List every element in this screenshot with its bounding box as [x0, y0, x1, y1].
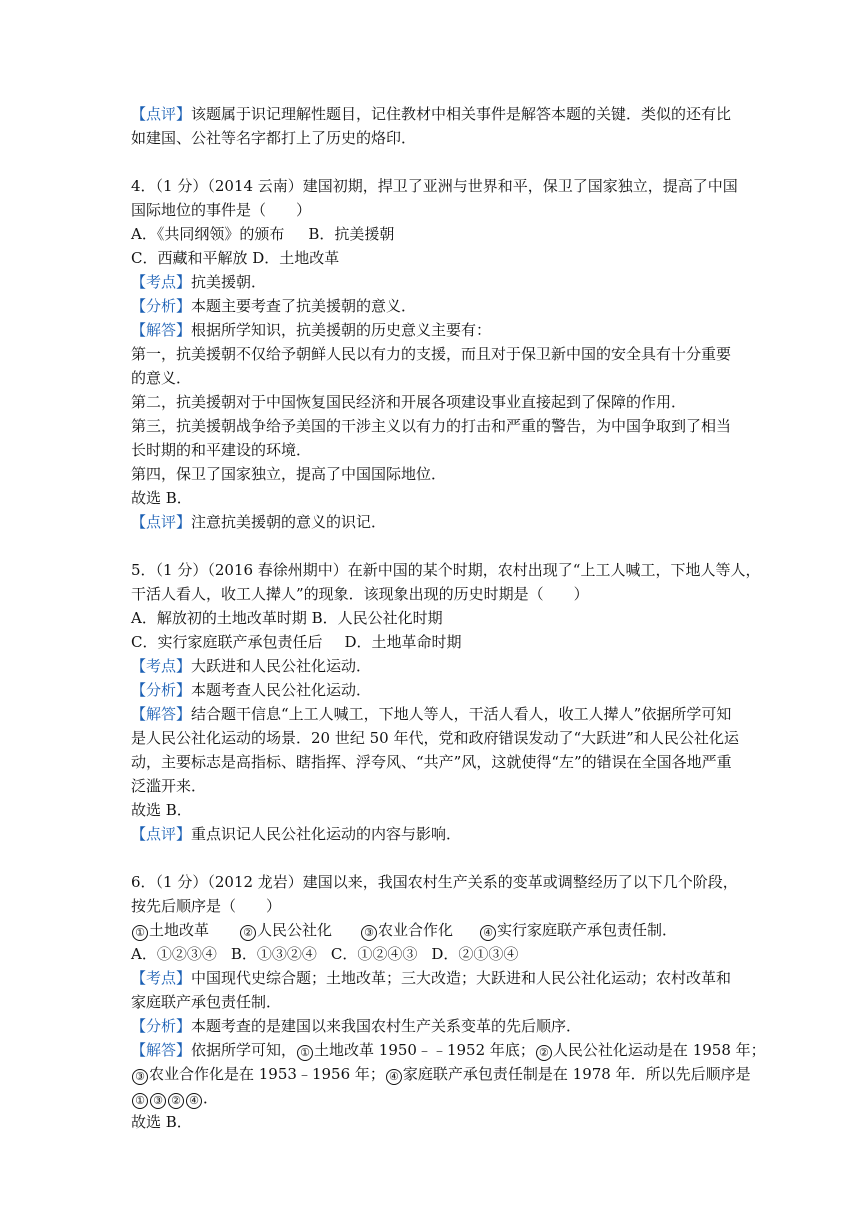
- q5-option-c: C．实行家庭联产承包责任后: [131, 633, 323, 651]
- circled-number-4: ④: [186, 1093, 202, 1109]
- q5-options-ab: A．解放初的土地改革时期 B．人民公社化时期: [131, 609, 443, 627]
- tag-dianping: 【点评】: [131, 105, 192, 123]
- circled-number-2: ②: [168, 1093, 184, 1109]
- circled-number-2: ②: [536, 1045, 552, 1061]
- q4-kaodian: [131, 270, 731, 294]
- circled-number-1: ①: [132, 1093, 148, 1109]
- q5-jieda-4: 泛滥开来．: [131, 777, 207, 795]
- q6-items: [131, 918, 731, 942]
- q5-dianping-text: 重点识记人民公社化运动的内容与影响．: [191, 825, 462, 843]
- q6-jieda-3: [131, 1086, 731, 1110]
- circled-number-3: ③: [361, 925, 377, 941]
- q4-dianping-text: 注意抗美援朝的意义的识记．: [191, 513, 387, 531]
- q6-jieda-1b: 土地改革 1950﹣﹣1952 年底；: [314, 1041, 535, 1059]
- tag-jieda: 【解答】: [131, 321, 192, 339]
- circled-number-4: ④: [480, 925, 496, 941]
- q6-option-c: C．①②④③: [330, 945, 418, 963]
- q4-fenxi: [131, 294, 731, 318]
- tag-kaodian: 【考点】: [131, 273, 192, 291]
- q6-fenxi-text: 本题考查的是建国以来我国农村生产关系变革的先后顺序．: [191, 1017, 582, 1035]
- q6-item-4: 实行家庭联产承包责任制．: [497, 921, 678, 939]
- q6-item-3: 农业合作化: [378, 921, 454, 939]
- document-content: [131, 102, 766, 1134]
- q6-fenxi: [131, 1014, 731, 1038]
- q5-kaodian-text: 大跃进和人民公社化运动．: [191, 657, 372, 675]
- q6-jieda-2: [131, 1062, 751, 1086]
- q6-jieda-2b: 家庭联产承包责任制是在 1978 年．所以先后顺序是: [402, 1065, 751, 1083]
- q4-stem-line-1: 4．（1 分）（2014 云南）建国初期，捍卫了亚洲与世界和平，保卫了国家独立，提高了中国: [131, 177, 738, 195]
- q6-stem-line-1: 6．（1 分）（2012 龙岩）建国以来，我国农村生产关系的变革或调整经历了以下几个阶段，: [131, 873, 738, 891]
- tag-fenxi: 【分析】: [131, 1017, 192, 1035]
- q4-point-3a: 第三，抗美援朝战争给予美国的干涉主义以有力的打击和严重的警告，为中国争取到了相当: [131, 417, 732, 435]
- q6-kaodian-2: 家庭联产承包责任制．: [131, 993, 282, 1011]
- q6-option-d: D．②①③④: [431, 945, 519, 963]
- circled-number-1: ①: [297, 1045, 313, 1061]
- q4-kaodian-text: 抗美援朝．: [191, 273, 267, 291]
- q4-options-ab: [131, 222, 731, 246]
- q5-fenxi: [131, 678, 731, 702]
- circled-number-3: ③: [132, 1069, 148, 1085]
- q5-jieda-text: 结合题干信息“上工人喊工，下地人等人，干活人看人，收工人撵人”依据所学可知: [191, 705, 732, 723]
- tag-jieda: 【解答】: [131, 1041, 192, 1059]
- circled-number-4: ④: [386, 1069, 402, 1085]
- q5-answer: 故选 B．: [131, 801, 192, 819]
- q6-jieda-2a: 农业合作化是在 1953﹣1956 年；: [149, 1065, 385, 1083]
- q5-kaodian: [131, 654, 731, 678]
- q6-item-2: 人民公社化: [257, 921, 333, 939]
- tag-kaodian: 【考点】: [131, 657, 192, 675]
- q4-option-b: B．抗美援朝: [308, 225, 395, 243]
- tag-dianping: 【点评】: [131, 825, 192, 843]
- tag-fenxi: 【分析】: [131, 297, 192, 315]
- q6-option-b: B．①③②④: [230, 945, 317, 963]
- q5-option-d: D．土地革命时期: [344, 633, 462, 651]
- q6-options: [131, 942, 731, 966]
- q4-point-2: 第二，抗美援朝对于中国恢复国民经济和开展各项建设事业直接起到了保障的作用．: [131, 393, 687, 411]
- tag-fenxi: 【分析】: [131, 681, 192, 699]
- q4-fenxi-text: 本题主要考查了抗美援朝的意义．: [191, 297, 417, 315]
- tag-jieda: 【解答】: [131, 705, 192, 723]
- circled-number-3: ③: [150, 1093, 166, 1109]
- q3-comment-line-1: [131, 102, 731, 126]
- q4-point-4: 第四，保卫了国家独立，提高了中国国际地位．: [131, 465, 447, 483]
- q4-jieda: [131, 318, 731, 342]
- q6-answer: 故选 B．: [131, 1113, 192, 1131]
- q6-kaodian-text: 中国现代史综合题；土地改革；三大改造；大跃进和人民公社化运动；农村改革和: [191, 969, 732, 987]
- q5-fenxi-text: 本题考查人民公社化运动．: [191, 681, 372, 699]
- q4-option-a: A．《共同纲领》的颁布: [131, 225, 285, 243]
- q6-jieda-1: [131, 1038, 766, 1062]
- q6-option-a: A．①②③④: [131, 945, 217, 963]
- q6-jieda-3-end: ．: [203, 1089, 219, 1107]
- q4-point-1b: 的意义．: [131, 369, 192, 387]
- q6-jieda-1a: 依据所学可知，: [191, 1041, 297, 1059]
- q5-stem-line-1: 5．（1 分）（2016 春徐州期中）在新中国的某个时期，农村出现了“上工人喊工，下地人等人，: [131, 561, 761, 579]
- tag-kaodian: 【考点】: [131, 969, 192, 987]
- q4-dianping: [131, 510, 731, 534]
- q3-comment-text: 该题属于识记理解性题目，记住教材中相关事件是解答本题的关键．类似的还有比: [191, 105, 732, 123]
- q5-jieda-2: 是人民公社化运动的场景．20 世纪 50 年代，党和政府错误发动了“大跃进”和人民公社化运: [131, 729, 739, 747]
- q4-point-3b: 长时期的和平建设的环境．: [131, 441, 312, 459]
- q4-point-1a: 第一，抗美援朝不仅给予朝鲜人民以有力的支援，而且对于保卫新中国的安全具有十分重要: [131, 345, 732, 363]
- q6-jieda-1c: 人民公社化运动是在 1958 年；: [552, 1041, 766, 1059]
- circled-number-1: ①: [132, 925, 148, 941]
- q4-options-cd: C．西藏和平解放 D．土地改革: [131, 249, 340, 267]
- q6-kaodian-1: [131, 966, 731, 990]
- q5-dianping: [131, 822, 731, 846]
- circled-number-2: ②: [240, 925, 256, 941]
- q4-jieda-text: 根据所学知识，抗美援朝的历史意义主要有：: [191, 321, 492, 339]
- q5-jieda-1: [131, 702, 731, 726]
- q5-jieda-3: 动，主要标志是高指标、瞎指挥、浮夸风、“共产”风，这就使得“左”的错误在全国各地严重: [131, 753, 732, 771]
- q4-stem-line-2: 国际地位的事件是（ ）: [131, 201, 312, 219]
- q6-item-1: 土地改革: [149, 921, 210, 939]
- tag-dianping: 【点评】: [131, 513, 192, 531]
- q5-options-cd: [131, 630, 731, 654]
- q5-stem-line-2: 干活人看人，收工人撵人”的现象．该现象出现的历史时期是（ ）: [131, 585, 589, 603]
- q4-answer: 故选 B．: [131, 489, 192, 507]
- q3-comment-line-2: 如建国、公社等名字都打上了历史的烙印．: [131, 129, 417, 147]
- q6-stem-line-2: 按先后顺序是（ ）: [131, 897, 282, 915]
